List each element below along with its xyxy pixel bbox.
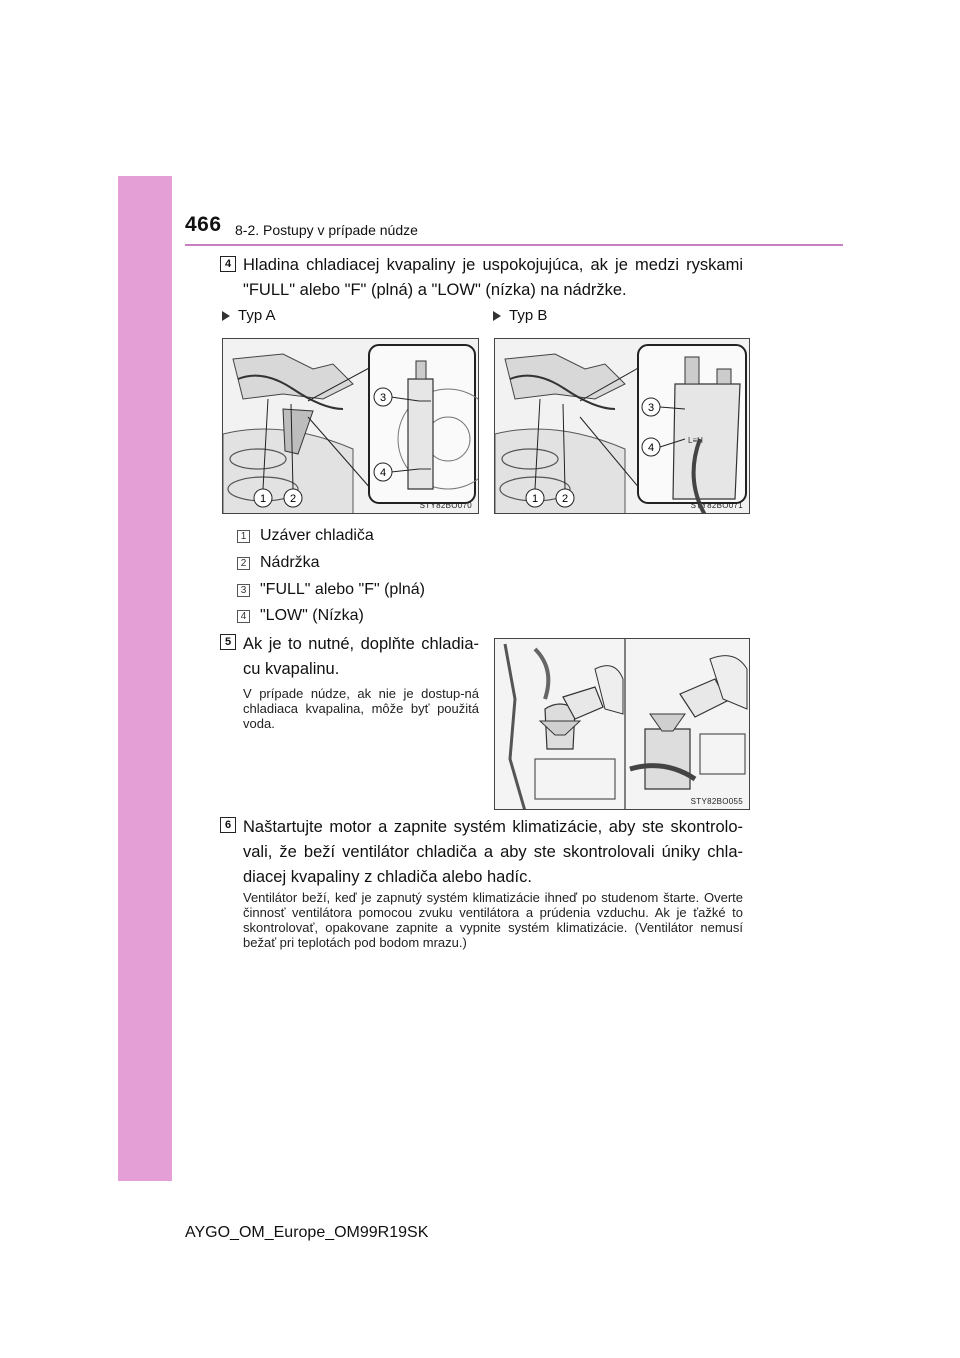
legend-number: 4 [237, 610, 250, 623]
callout-3: 3 [379, 392, 387, 404]
callout-3: 3 [647, 402, 655, 414]
type-b-text: Typ B [509, 307, 548, 324]
step-5-text: Ak je to nutné, doplňte chladia-cu kvapalinu. [243, 635, 479, 678]
header-rule [185, 244, 843, 246]
legend-number: 1 [237, 530, 250, 543]
engine-bay-type-b-illustration [495, 339, 750, 514]
legend-item-4 [237, 607, 364, 625]
chapter-tab-sidebar [118, 176, 172, 1181]
type-a-text: Typ A [238, 307, 276, 324]
page-number: 466 [185, 213, 222, 236]
legend-label: Uzáver chladiča [260, 527, 374, 544]
legend-item-3 [237, 581, 425, 599]
footer-doc-id: AYGO_OM_Europe_OM99R19SK [185, 1224, 429, 1241]
step-badge-4: 4 [220, 256, 236, 272]
figure-type-a [222, 338, 479, 514]
figure-filling-coolant [494, 638, 750, 810]
type-b-label [493, 307, 547, 324]
legend-item-2 [237, 554, 320, 572]
callout-4: 4 [647, 442, 655, 454]
step-4-text: Hladina chladiacej kvapaliny je uspokojujúca, ak je medzi ryskami "FULL" alebo "F" (plná) a "LOW" (nízka) na nádržke. [243, 256, 743, 299]
figure-type-b [494, 338, 750, 514]
step-6-text: Naštartujte motor a zapnite systém klimatizácie, aby ste skontrolo-vali, že beží ventilátor chladiča a aby ste skontrolovali úniky chla-diacej kvapaliny z chladiča alebo hadíc. [243, 818, 743, 886]
legend-label: "FULL" alebo "F" (plná) [260, 581, 426, 598]
callout-1: 1 [259, 493, 267, 505]
callout-2: 2 [289, 493, 297, 505]
legend-item-1 [237, 527, 374, 545]
legend-number: 3 [237, 584, 250, 597]
step-badge-5: 5 [220, 634, 236, 650]
engine-bay-type-a-illustration [223, 339, 479, 514]
filling-coolant-illustration [495, 639, 750, 810]
section-title: 8-2. Postupy v prípade núdze [235, 222, 418, 238]
step-badge-6: 6 [220, 817, 236, 833]
legend-label: "LOW" (Nízka) [260, 607, 364, 624]
callout-4: 4 [379, 467, 387, 479]
triangle-bullet-icon [493, 311, 501, 321]
callout-1: 1 [531, 493, 539, 505]
figure-code: STY82BO071 [690, 501, 743, 510]
step-5-note: V prípade núdze, ak nie je dostup-ná chladiaca kvapalina, môže byť použitá voda. [243, 686, 479, 731]
type-a-label [222, 307, 276, 324]
figure-code: STY82BO070 [419, 501, 472, 510]
step-6-note: Ventilátor beží, keď je zapnutý systém klimatizácie ihneď po studenom štarte. Overte činnosť ventilátora pomocou zvuku ventilátora a prúdenia vzduchu. Ak je ťažké to skontrolovať, opakovane zapnite a vypnite systém klimatizácie. (Ventilátor nemusí bežať pri teplotách pod bodom mrazu.) [243, 890, 743, 950]
legend-number: 2 [237, 557, 250, 570]
callout-2: 2 [561, 493, 569, 505]
triangle-bullet-icon [222, 311, 230, 321]
svg-text:L≡H: L≡H [688, 436, 703, 445]
figure-code: STY82BO055 [690, 797, 743, 806]
legend-label: Nádržka [260, 554, 320, 571]
